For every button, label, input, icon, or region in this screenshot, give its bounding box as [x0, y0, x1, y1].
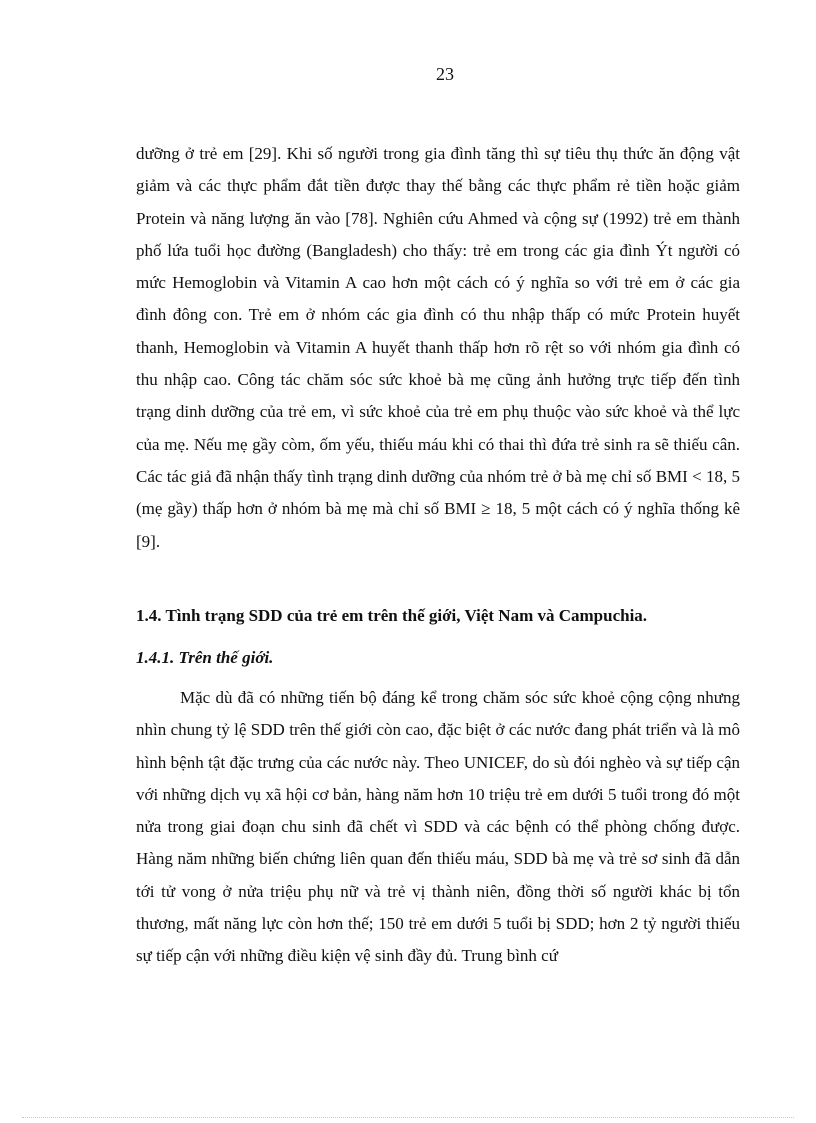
paragraph-family-size-nutrition: dưỡng ở trẻ em [29]. Khi số người trong gia đình tăng thì sự tiêu thụ thức ăn động vật giảm và các thực phẩm đắt tiền được thay thế bằng các thực phẩm rẻ tiền hoặc giảm Protein và năng lượng ăn vào [78]. Nghiên cứu Ahmed và cộng sự (1992) trẻ em thành phố lứa tuổi học đường (Bangladesh) cho thấy: trẻ em trong các gia đình Ýt người có mức Hemoglobin và Vitamin A cao hơn một cách có ý nghĩa so với trẻ em ở các gia đình đông con. Trẻ em ở nhóm các gia đình có thu nhập thấp có mức Protein huyết thanh, Hemoglobin và Vitamin A huyết thanh thấp hơn rõ rệt so với nhóm gia đình có thu nhập cao. Công tác chăm sóc sức khoẻ bà mẹ cũng ảnh hưởng trực tiếp đến tình trạng dinh dưỡng của trẻ em, vì sức khoẻ của trẻ em phụ thuộc vào sức khoẻ và thể lực của mẹ. Nếu mẹ gầy còm, ốm yếu, thiếu máu khi có thai thì đứa trẻ sinh ra sẽ thiếu cân. Các tác giả đã nhận thấy tình trạng dinh dưỡng của nhóm trẻ ở bà mẹ chỉ số BMI < 18, 5 (mẹ gầy) thấp hơn ở nhóm bà mẹ mà chỉ số BMI ≥ 18, 5 một cách có ý nghĩa thống kê [9].	[136, 144, 740, 551]
page-bottom-divider	[22, 1117, 794, 1118]
page-number: 23	[436, 64, 454, 84]
subsection-heading: 1.4.1. Trên thế giới.	[136, 648, 274, 667]
section-heading: 1.4. Tình trạng SDD của trẻ em trên thế giới, Việt Nam và Campuchia.	[136, 606, 648, 625]
paragraph-world-malnutrition: Mặc dù đã có những tiến bộ đáng kể trong chăm sóc sức khoẻ cộng cộng nhưng nhìn chung tỷ lệ SDD trên thế giới còn cao, đặc biệt ở các nước đang phát triển và là mô hình bệnh tật đặc trưng của các nước này. Theo UNICEF, do sù đói nghèo và sự tiếp cận với những dịch vụ xã hội cơ bản, hàng năm hơn 10 triệu trẻ em dưới 5 tuổi trong đó một nửa trong giai đoạn chu sinh đã chết vì SDD và các bệnh có thể phòng chống được. Hàng năm những biến chứng liên quan đến thiếu máu, SDD bà mẹ và trẻ sơ sinh đã dẫn tới tử vong ở nửa triệu phụ nữ và trẻ vị thành niên, đồng thời số người khác bị tổn thương, mất năng lực còn hơn thế; 150 trẻ em dưới 5 tuổi bị SDD; hơn 2 tỷ người thiếu sự tiếp cận với những điều kiện vệ sinh đầy đủ. Trung bình cứ	[136, 688, 740, 966]
